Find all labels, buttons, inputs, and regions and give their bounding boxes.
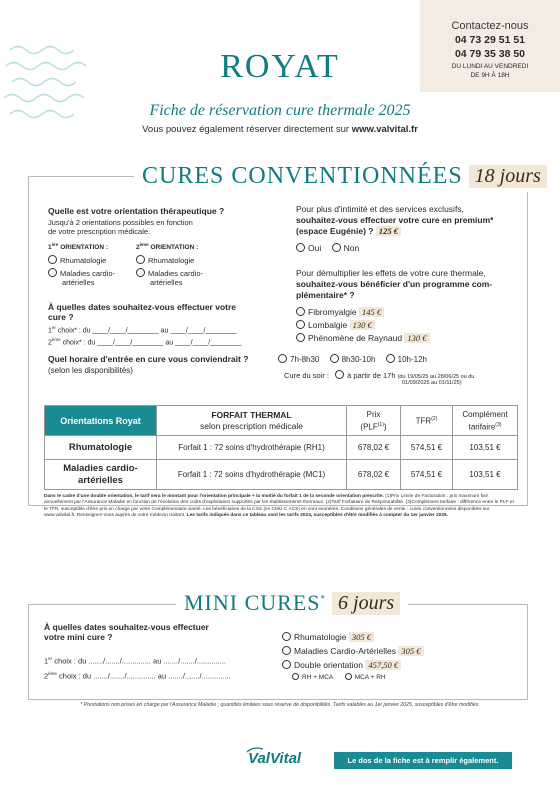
orientation-2-label: 2ème ORIENTATION : bbox=[136, 242, 199, 252]
radio-icon[interactable] bbox=[48, 255, 57, 264]
mini-sub-option-2[interactable]: MCA + RH bbox=[345, 674, 386, 681]
comp-question-1: Pour démultiplier les effets de votre cure thermale, bbox=[296, 268, 486, 278]
comp-option-lombalgie[interactable]: Lombalgie 130 € bbox=[296, 319, 516, 332]
contact-title: Contactez-nous bbox=[451, 20, 529, 32]
orient1-rhum-option[interactable]: Rhumatologie bbox=[48, 255, 138, 265]
evening-row bbox=[284, 370, 474, 380]
mini-sub-options bbox=[282, 672, 522, 684]
radio-icon[interactable] bbox=[292, 673, 299, 680]
dates-block bbox=[48, 302, 278, 347]
mini-choice-2-field[interactable]: 2ème choix : du ......./......./.............. au ......./......./.............. bbox=[44, 670, 231, 680]
radio-icon[interactable] bbox=[48, 268, 57, 277]
logo-text: ValVital bbox=[248, 750, 302, 767]
comp-question-3: plémentaire* ? bbox=[296, 290, 355, 300]
premium-options bbox=[296, 243, 516, 254]
radio-icon[interactable] bbox=[296, 307, 305, 316]
orientation-hint-1: Jusqu'à 2 orientations possibles en fonction bbox=[48, 218, 193, 227]
mini-question-2: votre mini cure ? bbox=[44, 632, 113, 642]
choice-2-field[interactable]: 2ème choix* : du ____/____/________ au ____/____/________ bbox=[48, 337, 242, 347]
th-complement: Complément tarifaire$^{(3)}$ bbox=[453, 406, 518, 436]
mini-option-mca[interactable]: Maladies Cardio-Artérielles 305 € bbox=[282, 644, 522, 658]
conv-duration-badge: 18 jours bbox=[469, 165, 547, 188]
dates-question-1: À quelles dates souhaitez-vous effectuer votre bbox=[48, 302, 236, 312]
orient2-mal-option[interactable]: Maladies cardio- bbox=[136, 268, 236, 278]
radio-icon[interactable] bbox=[136, 268, 145, 277]
time-hint: (selon les disponibilités) bbox=[48, 366, 133, 375]
orient2-rhum-option[interactable]: Rhumatologie bbox=[136, 255, 236, 265]
th-prix: Prix (PLF$^{(1)}$) bbox=[347, 406, 401, 436]
time-option-1[interactable]: 7h-8h30 bbox=[278, 355, 319, 364]
mini-duration-badge: 6 jours bbox=[332, 592, 400, 615]
premium-price: 125 € bbox=[376, 226, 401, 236]
mini-option-rhum[interactable]: Rhumatologie 305 € bbox=[282, 630, 522, 644]
orient1-mal-cont: artérielles bbox=[62, 278, 95, 288]
radio-icon[interactable] bbox=[386, 354, 395, 363]
orientation-block bbox=[48, 206, 278, 236]
time-option-2[interactable]: 8h30-10h bbox=[330, 355, 376, 364]
radio-icon[interactable] bbox=[278, 354, 287, 363]
footer-disclaimer: * Prestations non prises en charge par l'Assurance Maladie ; quantités limitées sous réserve de disponibilités. Tarifs valables au 1er janvier 2025, susceptibles d'être modifiés. bbox=[80, 702, 480, 708]
time-block bbox=[48, 354, 278, 375]
contact-phone-1[interactable]: 04 73 29 51 51 bbox=[454, 34, 526, 46]
comp-option-raynaud[interactable]: Phénomène de Raynaud 130 € bbox=[296, 332, 516, 345]
conv-heading bbox=[134, 160, 555, 192]
mini-sub-option-1[interactable]: RH + MCA bbox=[292, 674, 333, 681]
mini-options bbox=[282, 630, 522, 684]
cell-forfait: Forfait 1 : 72 soins d'hydrothérapie (MC1) bbox=[157, 460, 347, 490]
comp-option-fibromyalgie[interactable]: Fibromyalgie 145 € bbox=[296, 306, 516, 319]
evening-note-2: 01/09/2025 au 01/11/25) bbox=[402, 380, 462, 386]
web-line bbox=[0, 124, 560, 135]
premium-no-option[interactable]: Non bbox=[332, 243, 360, 253]
mini-title: MINI CURES* bbox=[184, 590, 327, 615]
comp-question-2: souhaitez-vous bénéficier d'un programme com- bbox=[296, 279, 493, 289]
time-question: Quel horaire d'entrée en cure vous conviendrait ? bbox=[48, 354, 249, 364]
radio-icon[interactable] bbox=[296, 320, 305, 329]
table-header-row bbox=[45, 406, 518, 436]
cell-tfr: 574,51 € bbox=[401, 436, 453, 460]
complementary-block bbox=[296, 268, 516, 345]
premium-block bbox=[296, 204, 516, 254]
orientation-1-label: 1ère ORIENTATION : bbox=[48, 242, 108, 252]
cell-orientation: Maladies cardio-artérielles bbox=[45, 460, 157, 490]
radio-icon[interactable] bbox=[282, 646, 291, 655]
evening-label: Cure du soir : bbox=[284, 371, 330, 380]
back-side-banner: Le dos de la fiche est à remplir également. bbox=[334, 752, 512, 769]
web-url-link[interactable]: www.valvital.fr bbox=[351, 124, 418, 135]
radio-icon[interactable] bbox=[282, 660, 291, 669]
premium-question-3: (espace Eugénie) ? 125 € bbox=[296, 226, 516, 237]
th-orientations: Orientations Royat bbox=[45, 406, 157, 436]
logo-swoosh-icon bbox=[246, 746, 264, 754]
form-title: Fiche de réservation cure thermale 2025 bbox=[149, 102, 411, 119]
radio-icon[interactable] bbox=[330, 354, 339, 363]
radio-icon[interactable] bbox=[136, 255, 145, 264]
cell-complement: 103,51 € bbox=[453, 436, 518, 460]
orient1-mal-option[interactable]: Maladies cardio- bbox=[48, 268, 138, 278]
radio-icon[interactable] bbox=[332, 243, 341, 252]
radio-icon[interactable] bbox=[296, 243, 305, 252]
radio-icon[interactable] bbox=[296, 333, 305, 342]
th-forfait: FORFAIT THERMAL selon prescription médicale bbox=[157, 406, 347, 436]
comp-options bbox=[296, 306, 516, 345]
evening-note-1: (du 19/05/25 au 28/06/25 ou du bbox=[397, 374, 475, 380]
cell-tfr: 574,51 € bbox=[401, 460, 453, 490]
cell-orientation: Rhumatologie bbox=[45, 436, 157, 460]
orientation-2-group bbox=[136, 242, 236, 287]
web-prefix: Vous pouvez également réserver directement sur bbox=[142, 124, 352, 135]
premium-question-1: Pour plus d'intimité et des services exclusifs, bbox=[296, 204, 464, 214]
time-option-3[interactable]: 10h-12h bbox=[386, 355, 427, 364]
table-footnote: Dans le cadre d'une double orientation, le tarif sera le montant pour l'orientation principale + la moitié du forfait 1 de la seconde orientation prescrite. (1)Prix Limite de Facturation : prix maximum fixé annuellement par l'Assurance Maladie en fonction de l'évolution des coûts d'exploitation supportés par les établissements thermaux. (2)Tarif Forfaitaire de Responsabilité. (3)Complément tarifaire : différence entre le PLF et le TFR, susceptible d'être pris en charge par votre Complémentaire Santé. Les bénéficiaires de la CSS (ex CMU-C ACS) en sont exonérés. Conditions générales de vente : cures conventionnées disponibles sur www.valvital.fr. Renseignez-vous auprès de votre médecin traitant. Les tarifs indiqués dans ce tableau sont les tarifs 2024, susceptibles d'être modifiés à compter du 1er janvier 2025. bbox=[44, 494, 514, 518]
choice-1-field[interactable]: 1er choix* : du ____/____/________ au ____/____/________ bbox=[48, 325, 237, 335]
radio-icon[interactable] bbox=[282, 632, 291, 641]
radio-icon[interactable] bbox=[335, 370, 344, 379]
premium-question-2: souhaitez-vous effectuer votre cure en premium* bbox=[296, 215, 494, 225]
cell-complement: 103,51 € bbox=[453, 460, 518, 490]
cell-prix: 678,02 € bbox=[347, 460, 401, 490]
pricing-table bbox=[44, 405, 518, 490]
mini-heading bbox=[176, 588, 408, 618]
cell-forfait: Forfait 1 : 72 soins d'hydrothérapie (RH1) bbox=[157, 436, 347, 460]
orient2-mal-cont: artérielles bbox=[150, 278, 183, 288]
contact-phone-2[interactable]: 04 79 35 38 50 bbox=[454, 48, 526, 60]
table-row bbox=[45, 460, 518, 490]
contact-box bbox=[420, 0, 560, 92]
orientation-hint-2: de votre prescription médicale. bbox=[48, 227, 151, 236]
th-tfr: TFR$^{(2)}$ bbox=[401, 406, 453, 436]
evening-option[interactable]: à partir de 17h bbox=[335, 371, 395, 380]
orientation-1-group bbox=[48, 242, 138, 287]
mini-question-1: À quelles dates souhaitez-vous effectuer bbox=[44, 622, 209, 632]
dates-question-2: cure ? bbox=[48, 312, 74, 322]
contact-hours-2: DE 9H À 18H bbox=[470, 72, 510, 79]
orientation-question: Quelle est votre orientation thérapeutique ? bbox=[48, 206, 225, 216]
contact-hours-1: DU LUNDI AU VENDREDI bbox=[451, 63, 529, 70]
brand-title: ROYAT bbox=[220, 48, 340, 85]
premium-yes-option[interactable]: Oui bbox=[296, 243, 321, 253]
mini-choice-1-field[interactable]: 1er choix : du ......./......./.............. au ......./......./.............. bbox=[44, 656, 226, 666]
time-options bbox=[278, 354, 427, 364]
conv-title: CURES CONVENTIONNÉES bbox=[142, 162, 463, 189]
radio-icon[interactable] bbox=[345, 673, 352, 680]
cell-prix: 678,02 € bbox=[347, 436, 401, 460]
mini-option-double[interactable]: Double orientation 457,50 € bbox=[282, 658, 522, 672]
table-row bbox=[45, 436, 518, 460]
mini-dates-block bbox=[44, 622, 264, 680]
